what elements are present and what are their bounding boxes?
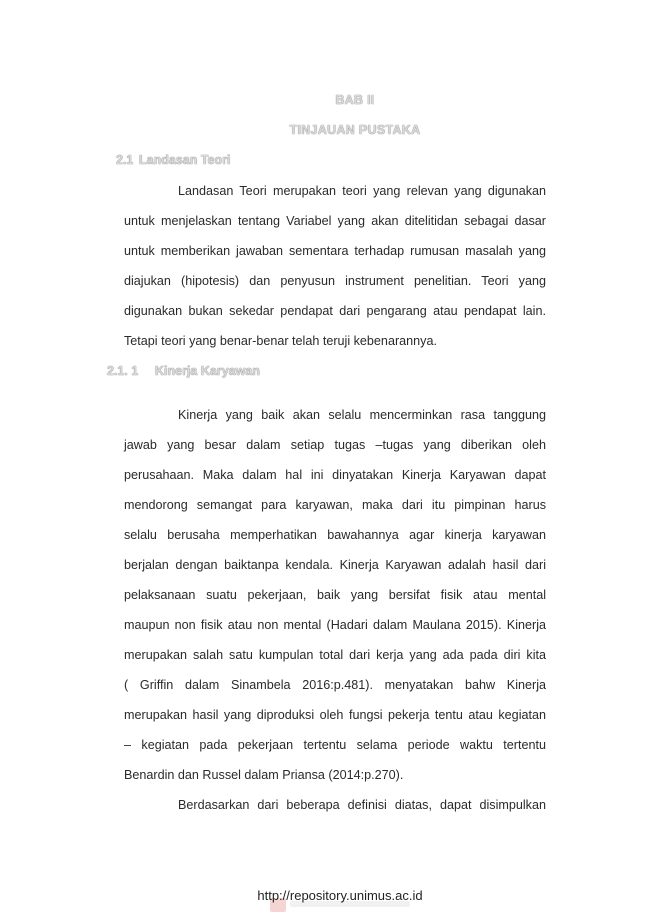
paragraph-line: Landasan Teori merupakan teori yang relevan yang digunakan: [178, 184, 546, 198]
paragraph-line: ( Griffin dalam Sinambela 2016:p.481). menyatakan bahw Kinerja: [124, 678, 546, 692]
chapter-title: TINJAUAN PUSTAKA: [289, 123, 421, 137]
paragraph-line: merupakan hasil yang diproduksi oleh fungsi pekerja tentu atau kegiatan: [124, 708, 546, 722]
paragraph-line: Tetapi teori yang benar-benar telah teruji kebenarannya.: [124, 334, 437, 348]
paragraph-line: mendorong semangat para karyawan, maka dari itu pimpinan harus: [124, 498, 546, 512]
paragraph-line: digunakan bukan sekedar pendapat dari pengarang atau pendapat lain.: [124, 304, 546, 318]
paragraph-line: Berdasarkan dari beberapa definisi diatas, dapat disimpulkan: [178, 798, 546, 812]
paragraph-line: untuk memberikan jawaban sementara terhadap rumusan masalah yang: [124, 244, 546, 258]
paragraph-line: Benardin dan Russel dalam Priansa (2014:p.270).: [124, 768, 404, 782]
section-heading-2-1: [116, 153, 230, 167]
repository-url-link[interactable]: http://repository.unimus.ac.id: [257, 888, 423, 903]
paragraph-line: berjalan dengan baiktanpa kendala. Kinerja Karyawan adalah hasil dari: [124, 558, 546, 572]
paragraph-line: maupun non fisik atau non mental (Hadari dalam Maulana 2015). Kinerja: [124, 618, 546, 632]
section-title: Kinerja Karyawan: [155, 364, 260, 378]
section-number: 2.1: [116, 153, 134, 167]
paragraph-line: jawab yang besar dalam setiap tugas –tugas yang diberikan oleh: [124, 438, 546, 452]
paragraph-line: selalu berusaha memperhatikan bawahannya agar kinerja karyawan: [124, 528, 546, 542]
paragraph-line: perusahaan. Maka dalam hal ini dinyatakan Kinerja Karyawan dapat: [124, 468, 546, 482]
paragraph-line: Kinerja yang baik akan selalu mencerminkan rasa tanggung: [178, 408, 546, 422]
paragraph-line: untuk menjelaskan tentang Variabel yang akan ditelitidan sebagai dasar: [124, 214, 546, 228]
section-heading-2-1-1: [107, 364, 260, 378]
section-title: Landasan Teori: [139, 153, 231, 167]
paragraph-line: diajukan (hipotesis) dan penyusun instrument penelitian. Teori yang: [124, 274, 546, 288]
paragraph-line: – kegiatan pada pekerjaan tertentu selama periode waktu tertentu: [124, 738, 546, 752]
section-number: 2.1. 1: [107, 364, 139, 378]
chapter-number: BAB II: [335, 93, 375, 107]
paragraph-line: merupakan salah satu kumpulan total dari kerja yang ada pada diri kita: [124, 648, 546, 662]
paragraph-line: pelaksanaan suatu pekerjaan, baik yang bersifat fisik atau mental: [124, 588, 546, 602]
